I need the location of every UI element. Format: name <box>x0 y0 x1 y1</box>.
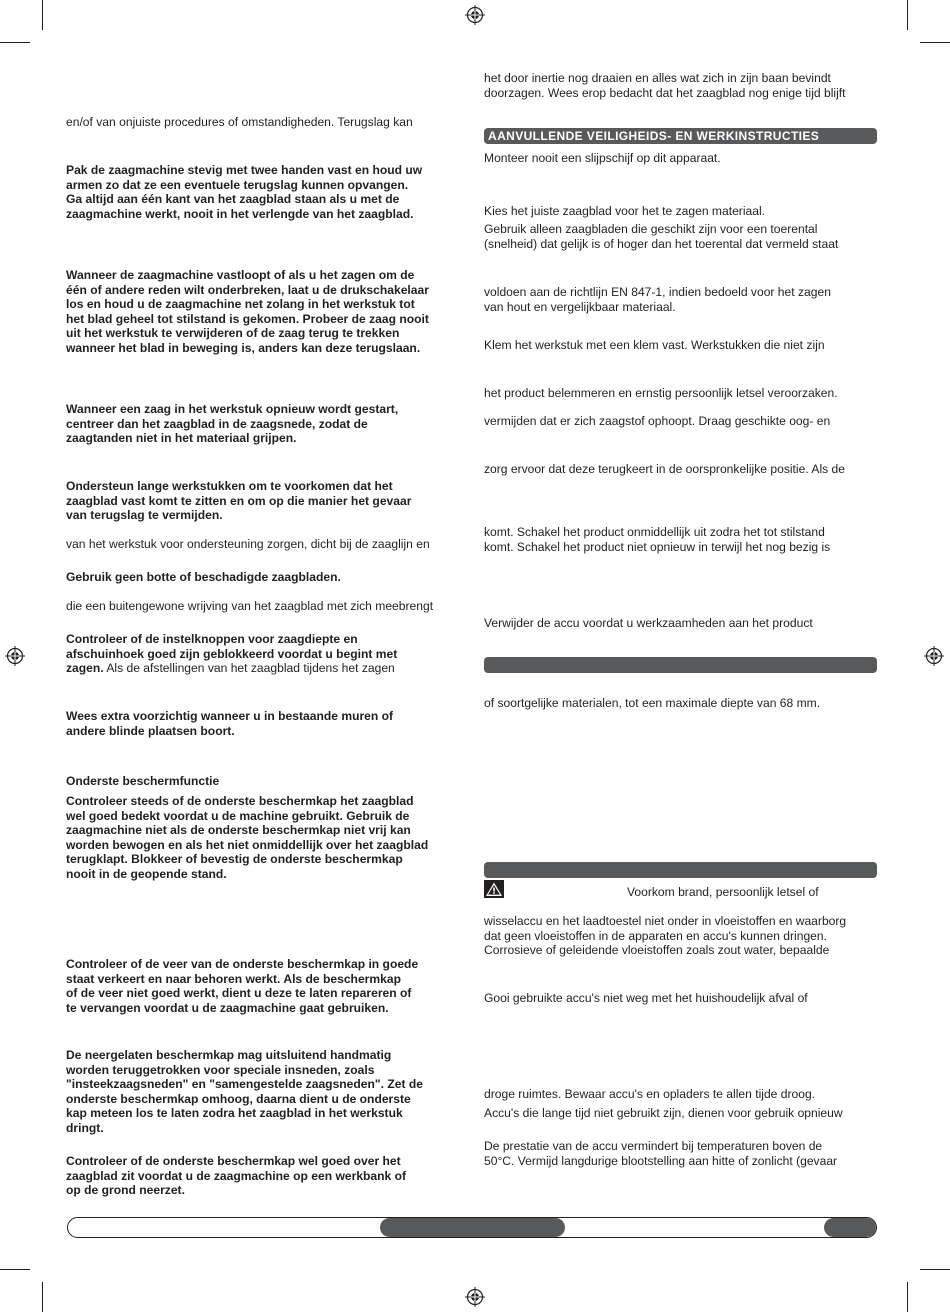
right-paragraph-blade-speed <box>484 222 838 251</box>
crop-mark-bottom-left-v <box>42 1282 43 1312</box>
text-line: zagen. <box>66 661 104 675</box>
section-header-bar <box>484 128 877 144</box>
text-line: zorg ervoor dat deze terugkeert in de oorspronkelijke positie. Als de <box>484 462 845 476</box>
text-line: onderste beschermkap omhoog, daarna dient u de onderste <box>66 1091 411 1106</box>
left-paragraph-check-knobs <box>66 632 397 676</box>
section-header-bar <box>484 657 877 673</box>
right-paragraph-en847 <box>484 285 831 314</box>
text-line: en/of van onjuiste procedures of omstandigheden. Terugslag kan <box>66 115 413 129</box>
text-line: van hout en vergelijkbaar materiaal. <box>484 299 676 314</box>
text-line: het product belemmeren en ernstig persoonlijk letsel veroorzaken. <box>484 386 838 400</box>
text-line: van terugslag te vermijden. <box>66 508 223 522</box>
text-line: Pak de zaagmachine stevig met twee handen vast en houd uw <box>66 163 423 177</box>
text-line: het blad geheel tot stilstand is gekomen. Probeer de zaag nooit <box>66 311 429 326</box>
text-line: zaagtanden niet in het materiaal grijpen. <box>66 431 297 445</box>
text-line: Onderste beschermfunctie <box>66 774 220 788</box>
right-paragraph-dry-storage <box>484 1087 815 1102</box>
left-subheading-lower-guard <box>66 774 219 789</box>
right-paragraph-choose-blade <box>484 204 765 219</box>
right-paragraph-fire-warning <box>627 885 819 900</box>
text-line: Controleer of de veer van de onderste beschermkap in goede <box>66 957 419 971</box>
text-line: die een buitengewone wrijving van het zaagblad met zich meebrengt <box>66 599 434 613</box>
text-line: voldoen aan de richtlijn EN 847-1, indien bedoeld voor het zagen <box>484 285 831 299</box>
right-paragraph-return-position <box>484 462 845 477</box>
text-line: worden teruggetrokken voor speciale insneden, zoals <box>66 1062 375 1077</box>
text-line: Kies het juiste zaagblad voor het te zagen materiaal. <box>484 204 766 218</box>
text-line: kap meteen los te laten zodra het zaagblad in het werkstuk <box>66 1106 403 1120</box>
text-line: zaagblad zit voordat u de zaagmachine op een werkbank of <box>66 1168 407 1183</box>
text-line: centreer dan het zaagblad in de zaagsnede, zodat de <box>66 416 368 431</box>
text-line: Ondersteun lange werkstukken om te voorkomen dat het <box>66 479 393 493</box>
text-line: De prestatie van de accu vermindert bij temperaturen boven de <box>484 1139 823 1153</box>
crosshair-registration-icon <box>5 646 25 666</box>
text-line: wisselaccu en het laadtoestel niet onder in vloeistoffen en waarborg <box>484 914 847 928</box>
text-line: Als de afstellingen van het zaagblad tijdens het zagen <box>103 661 395 675</box>
text-line: 50°C. Vermijd langdurige blootstelling aan hitte of zonlicht (gevaar <box>484 1153 838 1168</box>
text-line: Verwijder de accu voordat u werkzaamheden aan het product <box>484 616 813 630</box>
left-paragraph-blind-areas <box>66 709 393 738</box>
left-paragraph-support-detail <box>66 537 430 552</box>
text-line: los en houd u de zaagmachine net zolang in het werkstuk tot <box>66 297 415 311</box>
text-line: De neergelaten beschermkap mag uitsluitend handmatig <box>66 1048 392 1062</box>
crosshair-registration-icon <box>465 5 485 25</box>
text-line: Gooi gebruikte accu's niet weg met het huishoudelijk afval of <box>484 991 808 1005</box>
text-line: Wees extra voorzichtig wanneer u in bestaande muren of <box>66 709 394 723</box>
text-line: dat geen vloeistoffen in de apparaten en accu's kunnen dringen. <box>484 928 827 943</box>
right-paragraph-grinding-disc <box>484 151 721 166</box>
text-line: Klem het werkstuk met een klem vast. Werkstukken die niet zijn <box>484 338 825 352</box>
crop-mark-top-left-v <box>42 0 43 30</box>
text-line: Wanneer een zaag in het werkstuk opnieuw wordt gestart, <box>66 402 399 416</box>
text-line: andere blinde plaatsen boort. <box>66 723 235 738</box>
right-paragraph-temperature <box>484 1139 837 1168</box>
text-line: (snelheid) dat gelijk is of hoger dan het toerental dat vermeld staat <box>484 236 839 251</box>
section-header-title: AANVULLENDE VEILIGHEIDS- EN WERKINSTRUCTIES <box>488 129 820 143</box>
text-line: Gebruik alleen zaagbladen die geschikt zijn voor een toerental <box>484 222 818 236</box>
crop-mark-top-right-v <box>907 0 908 30</box>
right-paragraph-disposal <box>484 991 808 1006</box>
text-line: wel goed bedekt voordat u de machine gebruikt. Gebruik de <box>66 808 410 823</box>
text-line: Monteer nooit een slijpschijf op dit apparaat. <box>484 151 721 165</box>
text-line: staat verkeert en naar behoren werkt. Als de beschermkap <box>66 971 401 986</box>
crop-mark-bottom-right-h <box>920 1269 950 1270</box>
text-line: zaagmachine werkt, nooit in het verlengde van het zaagblad. <box>66 206 414 221</box>
right-paragraph-max-depth <box>484 696 820 711</box>
left-paragraph-guard-spring <box>66 957 418 1015</box>
text-line: uit het werkstuk te verwijderen of de zaag terug te trekken <box>66 326 400 340</box>
text-line: zaagblad vast komt te zitten en om op die manier het gevaar <box>66 493 412 508</box>
text-line: of soortgelijke materialen, tot een maximale diepte van 68 mm. <box>484 696 821 710</box>
text-line: Controleer steeds of de onderste beschermkap het zaagblad <box>66 794 414 808</box>
text-line: Voorkom brand, persoonlijk letsel of <box>627 885 819 899</box>
text-line: armen zo dat ze een eventuele terugslag kunnen opvangen. <box>66 177 409 192</box>
text-line: Gebruik geen botte of beschadigde zaagbladen. <box>66 570 341 584</box>
left-paragraph-guard-before-setdown <box>66 1154 406 1198</box>
footer-center-tab <box>380 1218 565 1237</box>
text-line: van het werkstuk voor ondersteuning zorgen, dicht bij de zaaglijn en <box>66 537 430 551</box>
left-paragraph-friction <box>66 599 433 614</box>
left-paragraph-retract-guard <box>66 1048 423 1135</box>
left-paragraph-support-workpieces <box>66 479 411 523</box>
text-line: afschuinhoek goed zijn geblokkeerd voordat u begint met <box>66 646 398 661</box>
right-paragraph-clamp <box>484 338 825 353</box>
text-line: op de grond neerzet. <box>66 1183 185 1197</box>
text-line: terugklapt. Blokkeer of bevestig de onderste beschermkap <box>66 852 403 866</box>
left-paragraph-kickback-intro <box>66 115 413 130</box>
text-line: één of andere reden wilt onderbreken, laat u de drukschakelaar <box>66 282 429 297</box>
right-paragraph-dust <box>484 414 830 429</box>
crosshair-registration-icon <box>465 1287 485 1307</box>
right-paragraph-inertia <box>484 71 846 100</box>
warning-triangle-icon <box>484 880 504 898</box>
text-line: Corrosieve of geleidende vloeistoffen zoals zout water, bepaalde <box>484 943 830 957</box>
text-line: Accu's die lange tijd niet gebruikt zijn, dienen voor gebruik opnieuw <box>484 1106 843 1120</box>
text-line: te vervangen voordat u de zaagmachine gaat gebruiken. <box>66 1000 389 1015</box>
right-paragraph-switch-off <box>484 525 830 554</box>
right-paragraph-liquids <box>484 914 846 958</box>
text-line: komt. Schakel het product onmiddellijk uit zodra het tot stilstand <box>484 525 825 539</box>
text-line: Ga altijd aan één kant van het zaagblad staan als u met de <box>66 192 400 206</box>
left-paragraph-saw-binds <box>66 268 429 355</box>
crop-mark-top-left-h <box>0 42 30 43</box>
text-line: droge ruimtes. Bewaar accu's en opladers te allen tijde droog. <box>484 1087 816 1101</box>
left-paragraph-grip-saw <box>66 163 422 221</box>
left-paragraph-restart-saw <box>66 402 398 446</box>
text-line: nooit in de geopende stand. <box>66 866 227 881</box>
text-line: doorzagen. Wees erop bedacht dat het zaagblad nog enige tijd blijft <box>484 85 846 100</box>
footer-page-number-tab <box>824 1218 876 1237</box>
text-line: Controleer of de onderste beschermkap wel goed over het <box>66 1154 401 1168</box>
crop-mark-top-right-h <box>920 42 950 43</box>
section-header-bar <box>484 862 877 878</box>
text-line: Wanneer de zaagmachine vastloopt of als u het zagen om de <box>66 268 415 282</box>
text-line: zaagmachine niet als de onderste beschermkap niet vrij kan <box>66 823 411 837</box>
text-line: of de veer niet goed werkt, dient u deze te laten repareren of <box>66 986 412 1000</box>
text-line: worden bewogen en als het niet onmiddellijk over het zaagblad <box>66 837 429 852</box>
text-line: Controleer of de instelknoppen voor zaagdiepte en <box>66 632 358 646</box>
left-paragraph-check-lower-guard <box>66 794 428 881</box>
left-paragraph-blunt-blades <box>66 570 341 585</box>
right-paragraph-recharge <box>484 1106 843 1121</box>
right-paragraph-remove-battery <box>484 616 813 631</box>
text-line: dringt. <box>66 1120 104 1135</box>
text-line: "insteekzaagsneden" en "samengestelde zaagsneden". Zet de <box>66 1077 423 1091</box>
crop-mark-bottom-right-v <box>907 1282 908 1312</box>
crop-mark-bottom-left-h <box>0 1269 30 1270</box>
right-paragraph-obstruct <box>484 386 838 401</box>
text-line: komt. Schakel het product niet opnieuw in terwijl het nog bezig is <box>484 539 831 554</box>
text-line: wanneer het blad in beweging is, anders kan deze terugslaan. <box>66 340 421 355</box>
text-line: vermijden dat er zich zaagstof ophoopt. Draag geschikte oog- en <box>484 414 831 428</box>
text-line: het door inertie nog draaien en alles wat zich in zijn baan bevindt <box>484 71 831 85</box>
crosshair-registration-icon <box>924 646 944 666</box>
page-footer-bar <box>67 1217 877 1238</box>
